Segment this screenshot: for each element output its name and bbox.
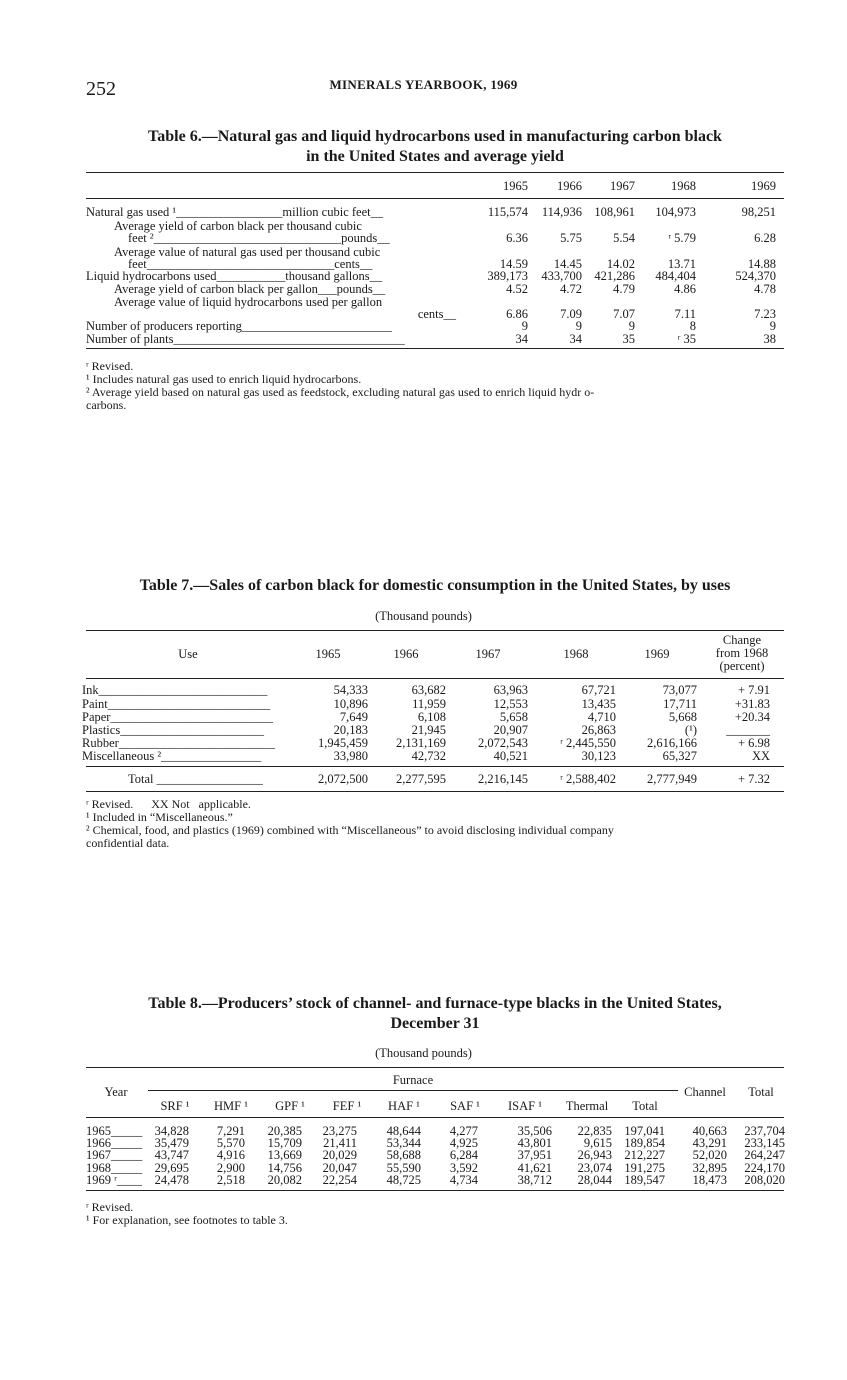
table7-cell: 63,682 xyxy=(411,683,446,697)
table7-cell: (¹) xyxy=(684,723,697,737)
table8-cell: 9,615 xyxy=(583,1136,612,1150)
table7-cell: 40,521 xyxy=(493,749,528,763)
table8-furnace-header: Furnace xyxy=(392,1073,434,1087)
table6-row-label: feet______________________________cents__ xyxy=(128,257,373,271)
table6-cell: ʳ 35 xyxy=(677,332,696,346)
table6-row-label: Natural gas used ¹_________________million cubic feet__ xyxy=(86,205,384,219)
table6-cell: 35 xyxy=(622,332,635,346)
table8-cell: 233,145 xyxy=(744,1136,785,1150)
table8-cell: 2,518 xyxy=(216,1173,245,1187)
table8-cell: 212,227 xyxy=(624,1148,665,1162)
table6-cell: 484,404 xyxy=(655,269,696,283)
table8-cell: 2,900 xyxy=(216,1161,245,1175)
table8-cell: 191,275 xyxy=(624,1161,665,1175)
table6-cell: 108,961 xyxy=(594,205,635,219)
table7-cell: 5,658 xyxy=(499,710,528,724)
table8-cell: 4,734 xyxy=(449,1173,478,1187)
table8-cell: 4,925 xyxy=(449,1136,478,1150)
table8-cell: 4,916 xyxy=(216,1148,245,1162)
table8-cell: 3,592 xyxy=(449,1161,478,1175)
table8-cell: 208,020 xyxy=(744,1173,785,1187)
table8-cell: 224,170 xyxy=(744,1161,785,1175)
table7-total-cell: ʳ 2,588,402 xyxy=(560,772,616,786)
table8-row-year: 1966_____ xyxy=(86,1136,143,1150)
table8-footnote: ¹ For explanation, see footnotes to table 3. xyxy=(86,1213,288,1227)
table6-row-label: Average yield of carbon black per gallon___pounds__ xyxy=(114,282,386,296)
table8-footnotes xyxy=(86,1201,786,1227)
table6-cell: 13.71 xyxy=(667,257,696,271)
table8-title-line1: Table 8.—Producers’ stock of channel- and furnace-type blacks in the United States, xyxy=(148,995,722,1012)
table6-year-header: 1965 xyxy=(503,179,528,193)
table7-total-rule xyxy=(86,766,784,767)
table7-cell: 2,072,543 xyxy=(478,736,528,750)
table6-cell: 7.23 xyxy=(754,307,776,321)
table6-row-label: feet ²______________________________pounds__ xyxy=(128,231,390,245)
table8-cell: 37,951 xyxy=(517,1148,552,1162)
table6-footnote: ² Average yield based on natural gas used as feedstock, excluding natural gas used to enrich liquid hydr o- xyxy=(86,385,595,399)
table6-cell: 4.86 xyxy=(674,282,696,296)
table6-cell: 433,700 xyxy=(541,269,582,283)
table7-total-cell: 2,777,949 xyxy=(647,772,697,786)
table6-cell: 9 xyxy=(521,319,528,333)
table7-header-rule xyxy=(86,678,784,679)
table6-header-rule xyxy=(86,198,784,199)
table6-cell: 115,574 xyxy=(487,205,528,219)
table6-cell: 14.02 xyxy=(606,257,635,271)
table7-cell: 42,732 xyxy=(411,749,446,763)
table8-top-rule xyxy=(86,1067,784,1068)
table8-channel-header: Channel xyxy=(684,1085,726,1099)
table7-title: Table 7.—Sales of carbon black for domestic consumption in the United States, by uses xyxy=(139,577,731,594)
table7-cell: + 6.98 xyxy=(737,736,770,750)
table8-furnace-rule xyxy=(148,1090,678,1091)
table8-furnace-col-header: HAF ¹ xyxy=(388,1099,420,1113)
table8-cell: 20,029 xyxy=(322,1148,357,1162)
table7-cell: 54,333 xyxy=(333,683,368,697)
table6-year-header: 1969 xyxy=(751,179,776,193)
table7-cell: 4,710 xyxy=(587,710,616,724)
table7-cell: 65,327 xyxy=(662,749,697,763)
table7-cell: 63,963 xyxy=(493,683,528,697)
table6-cell: 14.88 xyxy=(747,257,776,271)
table7-year-header: 1967 xyxy=(475,647,501,661)
table6-footnotes xyxy=(86,360,786,412)
table8-cell: 23,074 xyxy=(577,1161,612,1175)
table6-cell: 6.86 xyxy=(506,307,528,321)
table6-year-header: 1966 xyxy=(557,179,582,193)
table8-row-year: 1965_____ xyxy=(86,1124,143,1138)
table8-cell: 26,943 xyxy=(577,1148,612,1162)
table7-total-label: Total _________________ xyxy=(128,772,263,786)
table7-cell: 20,183 xyxy=(333,723,368,737)
table7-year-header: 1968 xyxy=(563,647,589,661)
table7-cell: 11,959 xyxy=(412,697,446,711)
table8-cell: 34,828 xyxy=(154,1124,189,1138)
table7-cell: 10,896 xyxy=(333,697,368,711)
table7-cell: 67,721 xyxy=(581,683,616,697)
table7-unit: (Thousand pounds) xyxy=(375,609,472,623)
table8-cell: 20,047 xyxy=(322,1161,357,1175)
table6-cell: 4.52 xyxy=(506,282,528,296)
table8-cell: 53,344 xyxy=(386,1136,421,1150)
table7-cell: 73,077 xyxy=(662,683,697,697)
table8-unit: (Thousand pounds) xyxy=(375,1046,472,1060)
table6-cell: 389,173 xyxy=(487,269,528,283)
table6-cell: 114,936 xyxy=(541,205,582,219)
table6-cell: 7.09 xyxy=(560,307,582,321)
table7-total-cell: 2,277,595 xyxy=(396,772,446,786)
table8-cell: 197,041 xyxy=(624,1124,665,1138)
table6-footnote: ¹ Includes natural gas used to enrich liquid hydrocarbons. xyxy=(86,372,362,386)
table7-row-label: Paper__________________________ xyxy=(82,710,273,724)
table8-row-year: 1969 ʳ____ xyxy=(86,1173,142,1187)
table8-cell: 29,695 xyxy=(154,1161,189,1175)
table7-cell: 33,980 xyxy=(333,749,368,763)
table8-total-header: Total xyxy=(748,1085,774,1099)
table6-cell: 9 xyxy=(575,319,582,333)
table7-change-header: (percent) xyxy=(719,659,765,673)
table6-cell: 14.45 xyxy=(553,257,582,271)
table7-change-header: from 1968 xyxy=(715,646,769,660)
table8-cell: 15,709 xyxy=(267,1136,302,1150)
table8-cell: 48,725 xyxy=(386,1173,421,1187)
table7-cell: ʳ 2,445,550 xyxy=(560,736,616,750)
table6-row-label: Liquid hydrocarbons used___________thousand gallons__ xyxy=(86,269,383,283)
table7-row-label: Paint__________________________ xyxy=(82,697,271,711)
table7-total-cell: + 7.32 xyxy=(737,772,770,786)
table8-cell: 32,895 xyxy=(692,1161,727,1175)
table8-cell: 24,478 xyxy=(154,1173,189,1187)
table7-cell: 20,907 xyxy=(493,723,528,737)
table8-cell: 6,284 xyxy=(449,1148,478,1162)
table7-year-header: 1965 xyxy=(315,647,341,661)
table6-title-line2: in the United States and average yield xyxy=(306,148,564,165)
table6-cell: 34 xyxy=(515,332,528,346)
table8-furnace-col-header: SAF ¹ xyxy=(450,1099,480,1113)
table8-header-rule xyxy=(86,1117,784,1118)
table8-cell: 14,756 xyxy=(267,1161,302,1175)
table6-cell: 5.75 xyxy=(560,231,582,245)
table6-bottom-rule xyxy=(86,348,784,349)
table7-cell: 2,131,169 xyxy=(396,736,446,750)
table8-cell: 43,747 xyxy=(154,1148,189,1162)
table8-furnace-col-header: HMF ¹ xyxy=(214,1099,248,1113)
table8-furnace-col-header: Total xyxy=(632,1099,658,1113)
table6-cell: 4.79 xyxy=(613,282,635,296)
table8-cell: 23,275 xyxy=(322,1124,357,1138)
table8-furnace-col-header: Thermal xyxy=(565,1099,609,1113)
table8-cell: 35,506 xyxy=(517,1124,552,1138)
table7-footnote: ¹ Included in “Miscellaneous.” xyxy=(86,810,233,824)
table8-cell: 38,712 xyxy=(517,1173,552,1187)
table8-bottom-rule xyxy=(86,1190,784,1191)
table6-row-label: Number of plants_____________________________________ xyxy=(86,332,405,346)
table8-cell: 22,254 xyxy=(322,1173,357,1187)
table7-cell: 2,616,166 xyxy=(647,736,697,750)
table6-title-line1: Table 6.—Natural gas and liquid hydrocarbons used in manufacturing carbon black xyxy=(148,128,722,145)
table8-cell: 237,704 xyxy=(744,1124,785,1138)
table8-cell: 48,644 xyxy=(386,1124,421,1138)
table8-cell: 40,663 xyxy=(692,1124,727,1138)
table8-cell: 21,411 xyxy=(323,1136,357,1150)
table6-cell: 98,251 xyxy=(741,205,776,219)
table8-row-year: 1967_____ xyxy=(86,1148,143,1162)
table7-cell: +31.83 xyxy=(734,697,770,711)
table6-footnote: carbons. xyxy=(86,398,127,412)
table8-cell: 58,688 xyxy=(386,1148,421,1162)
table7-row-label: Miscellaneous ²________________ xyxy=(82,749,262,763)
table6-cell: 7.07 xyxy=(613,307,635,321)
table6-year-header: 1967 xyxy=(610,179,635,193)
table7-year-header: 1966 xyxy=(393,647,419,661)
table7-row-label: Ink___________________________ xyxy=(82,683,268,697)
table6-cell: 4.72 xyxy=(560,282,582,296)
table6-cell: 14.59 xyxy=(499,257,528,271)
table6-cell: 104,973 xyxy=(655,205,696,219)
table7-cell: 13,435 xyxy=(581,697,616,711)
table8-cell: 5,570 xyxy=(216,1136,245,1150)
table8-title-line2: December 31 xyxy=(390,1015,480,1032)
table6-cell: 38 xyxy=(763,332,776,346)
table7-footnote: ʳ Revised. XX Not applicable. xyxy=(86,797,251,811)
table6-row-label: Average value of natural gas used per thousand cubic xyxy=(114,245,381,259)
table8-cell: 52,020 xyxy=(692,1148,727,1162)
table6-row-label: Number of producers reporting________________________ xyxy=(86,319,392,333)
table6-cell: 6.28 xyxy=(754,231,776,245)
table7-cell: 26,863 xyxy=(581,723,616,737)
table7-cell: 1,945,459 xyxy=(318,736,368,750)
page-number: 252 xyxy=(86,78,116,100)
table8-cell: 13,669 xyxy=(267,1148,302,1162)
table6-cell: ʳ 5.79 xyxy=(668,231,696,245)
table6-cell: 8 xyxy=(689,319,696,333)
table8-cell: 22,835 xyxy=(577,1124,612,1138)
table7-cell: _______ xyxy=(726,723,770,737)
table8-cell: 18,473 xyxy=(692,1173,727,1187)
table8-cell: 264,247 xyxy=(744,1148,785,1162)
table8-furnace-col-header: ISAF ¹ xyxy=(508,1099,542,1113)
table7-cell: 7,649 xyxy=(339,710,368,724)
table7-year-header: 1969 xyxy=(644,647,670,661)
table7-footnote: ² Chemical, food, and plastics (1969) combined with “Miscellaneous” to avoid disclosing individual company xyxy=(86,823,614,837)
table6-cell: 9 xyxy=(628,319,635,333)
table6-row-label: Average value of liquid hydrocarbons used per gallon xyxy=(114,295,383,309)
table7-cell: 6,108 xyxy=(417,710,446,724)
table6-cell: 4.78 xyxy=(754,282,776,296)
table6-cell: 421,286 xyxy=(594,269,635,283)
table7-use-header: Use xyxy=(178,647,198,661)
table6-cell: 34 xyxy=(569,332,582,346)
table7-cell: 17,711 xyxy=(663,697,697,711)
table8-cell: 43,801 xyxy=(517,1136,552,1150)
table8-cell: 20,385 xyxy=(267,1124,302,1138)
table7-cell: + 7.91 xyxy=(737,683,770,697)
table7-cell: 5,668 xyxy=(668,710,697,724)
table8-cell: 20,082 xyxy=(267,1173,302,1187)
table6-footnote: ʳ Revised. xyxy=(86,359,134,373)
table7-cell: 21,945 xyxy=(411,723,446,737)
table8-cell: 28,044 xyxy=(577,1173,612,1187)
table7-change-header: Change xyxy=(722,633,762,647)
table7-row-label: Rubber_________________________ xyxy=(82,736,276,750)
table7-footnote: confidential data. xyxy=(86,836,170,850)
table8-furnace-col-header: SRF ¹ xyxy=(160,1099,190,1113)
table8-row-year: 1968_____ xyxy=(86,1161,143,1175)
table6-cell: 7.11 xyxy=(674,307,696,321)
table8-cell: 189,854 xyxy=(624,1136,665,1150)
table7-cell: 30,123 xyxy=(581,749,616,763)
table7-cell: +20.34 xyxy=(734,710,770,724)
table8-cell: 35,479 xyxy=(154,1136,189,1150)
table6-top-rule xyxy=(86,172,784,173)
table6-row-label: cents__ xyxy=(417,307,456,321)
table6-year-header: 1968 xyxy=(671,179,696,193)
table8-cell: 189,547 xyxy=(624,1173,665,1187)
table6-cell: 524,370 xyxy=(735,269,776,283)
table8-year-header: Year xyxy=(104,1085,128,1099)
table6-cell: 5.54 xyxy=(613,231,635,245)
table7-total-cell: 2,072,500 xyxy=(318,772,368,786)
table6-title xyxy=(60,127,810,167)
table7-bottom-rule xyxy=(86,791,784,792)
table8-cell: 55,590 xyxy=(386,1161,421,1175)
table8-furnace-col-header: GPF ¹ xyxy=(275,1099,305,1113)
table6-cell: 6.36 xyxy=(506,231,528,245)
table8-cell: 7,291 xyxy=(216,1124,245,1138)
table8-cell: 43,291 xyxy=(692,1136,727,1150)
table6-cell: 9 xyxy=(769,319,776,333)
running-head: MINERALS YEARBOOK, 1969 xyxy=(329,77,518,92)
table8-cell: 4,277 xyxy=(449,1124,478,1138)
table8-footnote: ʳ Revised. xyxy=(86,1200,134,1214)
table7-row-label: Plastics_______________________ xyxy=(82,723,264,737)
table7-top-rule xyxy=(86,630,784,631)
table7-total-cell: 2,216,145 xyxy=(478,772,528,786)
table7-cell: XX xyxy=(751,749,770,763)
table7-cell: 12,553 xyxy=(493,697,528,711)
table7-footnotes xyxy=(86,798,786,850)
table8-furnace-col-header: FEF ¹ xyxy=(332,1099,362,1113)
table6-row-label: Average yield of carbon black per thousand cubic xyxy=(114,219,362,233)
table8-title xyxy=(40,994,830,1034)
table8-cell: 41,621 xyxy=(517,1161,552,1175)
